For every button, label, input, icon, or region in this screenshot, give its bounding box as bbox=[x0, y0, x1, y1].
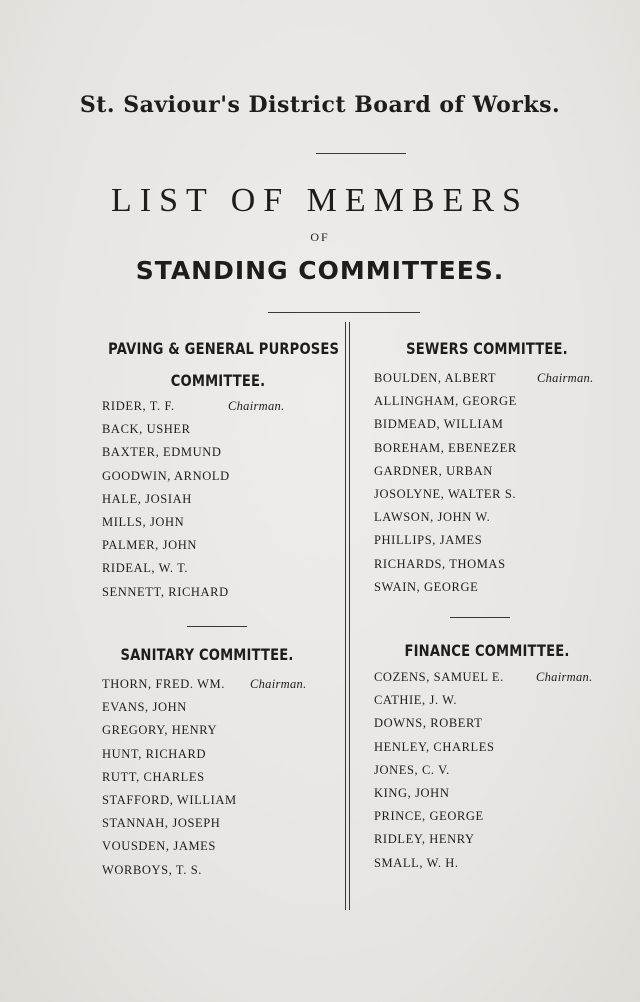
board-title: St. Saviour's District Board of Works. bbox=[79, 92, 561, 118]
member-row: THORN, FRED. WM. Chairman. bbox=[102, 673, 343, 696]
paving-committee-title-line2: COMMITTEE. bbox=[170, 371, 266, 390]
paving-committee bbox=[98, 336, 338, 604]
finance-committee bbox=[372, 638, 622, 875]
divider-right bbox=[450, 617, 510, 618]
member-row: HALE, JOSIAH bbox=[102, 491, 192, 506]
chairman-label: Chairman. bbox=[536, 670, 593, 684]
chairman-label: Chairman. bbox=[537, 371, 594, 385]
member-row: RIDER, T. F. Chairman. bbox=[102, 395, 338, 418]
column-divider bbox=[345, 322, 350, 910]
sanitary-committee bbox=[98, 642, 343, 882]
chairman-label: Chairman. bbox=[228, 399, 285, 413]
member-row: STANNAH, JOSEPH bbox=[102, 816, 221, 831]
divider-header bbox=[268, 312, 420, 313]
paving-member-list bbox=[102, 395, 338, 604]
member-row: COZENS, SAMUEL E. Chairman. bbox=[374, 666, 622, 689]
sewers-member-list bbox=[374, 367, 622, 599]
chairman-label: Chairman. bbox=[250, 677, 307, 691]
paving-committee-title-line1: PAVING & GENERAL PURPOSES bbox=[108, 339, 340, 358]
member-row: STAFFORD, WILLIAM bbox=[102, 792, 237, 807]
member-row: HUNT, RICHARD bbox=[102, 746, 207, 761]
member-row: BACK, USHER bbox=[102, 422, 191, 437]
member-row: SWAIN, GEORGE bbox=[374, 579, 479, 594]
member-row: BAXTER, EDMUND bbox=[102, 445, 222, 460]
finance-member-list bbox=[374, 666, 622, 875]
divider-left bbox=[187, 626, 247, 627]
member-row: PHILLIPS, JAMES bbox=[374, 533, 483, 548]
member-row: JOSOLYNE, WALTER S. bbox=[374, 486, 517, 501]
member-row: WORBOYS, T. S. bbox=[102, 862, 202, 877]
member-row: BOREHAM, EBENEZER bbox=[374, 440, 517, 455]
member-row: RUTT, CHARLES bbox=[102, 769, 205, 784]
divider-top bbox=[316, 153, 406, 154]
member-row: RICHARDS, THOMAS bbox=[374, 556, 506, 571]
member-row: JONES, C. V. bbox=[374, 762, 450, 777]
member-row: RIDLEY, HENRY bbox=[374, 832, 475, 847]
member-row: MILLS, JOHN bbox=[102, 514, 185, 529]
member-row: RIDEAL, W. T. bbox=[102, 561, 189, 576]
member-row: HENLEY, CHARLES bbox=[374, 739, 495, 754]
member-row: PRINCE, GEORGE bbox=[374, 809, 484, 824]
member-row: DOWNS, ROBERT bbox=[374, 716, 483, 731]
sewers-committee bbox=[372, 336, 622, 599]
member-row: SMALL, W. H. bbox=[374, 855, 459, 870]
member-row: SENNETT, RICHARD bbox=[102, 584, 229, 599]
member-row: BOULDEN, ALBERT Chairman. bbox=[374, 367, 622, 390]
of-text: OF bbox=[310, 230, 330, 244]
list-title: LIST OF MEMBERS bbox=[111, 182, 529, 219]
member-row: EVANS, JOHN bbox=[102, 700, 187, 715]
member-row: CATHIE, J. W. bbox=[374, 693, 458, 708]
member-row: PALMER, JOHN bbox=[102, 538, 197, 553]
member-row: BIDMEAD, WILLIAM bbox=[374, 417, 504, 432]
member-row: GARDNER, URBAN bbox=[374, 463, 493, 478]
committees-title: STANDING COMMITTEES. bbox=[135, 256, 505, 285]
member-row: GREGORY, HENRY bbox=[102, 723, 218, 738]
sanitary-member-list bbox=[102, 673, 343, 882]
member-row: ALLINGHAM, GEORGE bbox=[374, 394, 517, 409]
sanitary-committee-title: SANITARY COMMITTEE. bbox=[120, 645, 294, 664]
member-row: VOUSDEN, JAMES bbox=[102, 839, 216, 854]
member-row: GOODWIN, ARNOLD bbox=[102, 468, 230, 483]
finance-committee-title: FINANCE COMMITTEE. bbox=[404, 641, 570, 660]
member-row: LAWSON, JOHN W. bbox=[374, 510, 491, 525]
member-row: KING, JOHN bbox=[374, 785, 450, 800]
sewers-committee-title: SEWERS COMMITTEE. bbox=[406, 339, 568, 358]
